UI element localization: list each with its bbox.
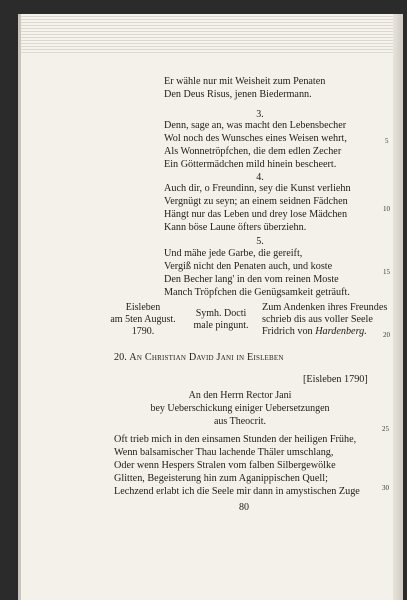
stanza-number: 4. [256,172,264,183]
poem-line: Als Wonnetröpfchen, die dem edlen Zecher [164,146,342,157]
poem-line: Lechzend erlabt ich die Seele mir dann in amystischen Zuge [114,486,360,497]
poem-line: Den Deus Risus, jenen Biedermann. [164,89,312,100]
closing-dedication: Zum Andenken ihres Freundes [262,302,388,313]
closing-dedication: schrieb dis aus voller Seele [262,314,373,325]
poem-line: Glitten, Begeisterung hin zum Aganippischen Quell; [114,473,328,484]
poem-line: Den Becher lang' in den vom reinen Moste [164,274,339,285]
poem-line: Manch Tröpfchen die Genügsamkeit geträuft. [164,287,350,298]
line-number: 20 [383,331,390,339]
page-edges [18,14,403,54]
closing-signature: Fridrich von Hardenberg. [262,326,367,337]
poem-line: Wol noch des Wunsches eines Weisen wehrt, [164,133,347,144]
closing-symbol: male pingunt. [193,320,249,331]
page-fore-edge [393,14,403,600]
poem-line: Hängt nur das Leben und drey lose Mädchen [164,209,348,220]
poem-line: Er wähle nur mit Weisheit zum Penaten [164,76,326,87]
stanza-number: 3. [256,109,264,120]
closing-date: am 5ten August. [110,314,176,325]
stanza-number: 5. [256,236,264,247]
line-number: 30 [382,484,389,492]
poem-line: Kann böse Laune öfters überziehn. [164,222,307,233]
address-line: bey Ueberschickung einiger Uebersetzungen [150,403,330,414]
author-name: Hardenberg. [315,326,367,337]
section-date: [Eisleben 1790] [303,374,368,385]
poem-line: Denn, sage an, was macht den Lebensbecher [164,120,347,131]
closing-place: Eisleben [125,302,161,313]
poem-line: Ein Göttermädchen mild hinein bescheert. [164,159,337,170]
poem-line: Und mähe jede Garbe, die gereift, [164,248,303,259]
line-number: 10 [383,205,390,213]
poem-line: Auch dir, o Freundinn, sey die Kunst verliehn [164,183,351,194]
poem-line: Oft trieb mich in den einsamen Stunden der heiligen Frühe, [114,434,357,445]
poem-line: Oder wenn Hespers Stralen vom falben Silbergewölke [114,460,336,471]
line-number: 15 [383,268,390,276]
closing-symbol: Symh. Docti [195,308,247,319]
poem-line: Wenn balsamischer Thau lachende Thäler umschlang, [114,447,334,458]
page-number: 80 [239,502,249,513]
line-number: 25 [382,425,389,433]
page-gutter-shadow [18,14,21,600]
poem-line: Vergnügt zu seyn; an einem seidnen Fädchen [164,196,348,207]
poem-line: Vergiß nicht den Penaten auch, und koste [164,261,333,272]
closing-year: 1790. [131,326,155,337]
address-line: An den Herrn Rector Jani [188,390,292,401]
section-heading: 20. An Christian David Jani in Eisleben [114,352,284,363]
address-line: aus Theocrit. [213,416,267,427]
line-number: 5 [385,137,389,145]
